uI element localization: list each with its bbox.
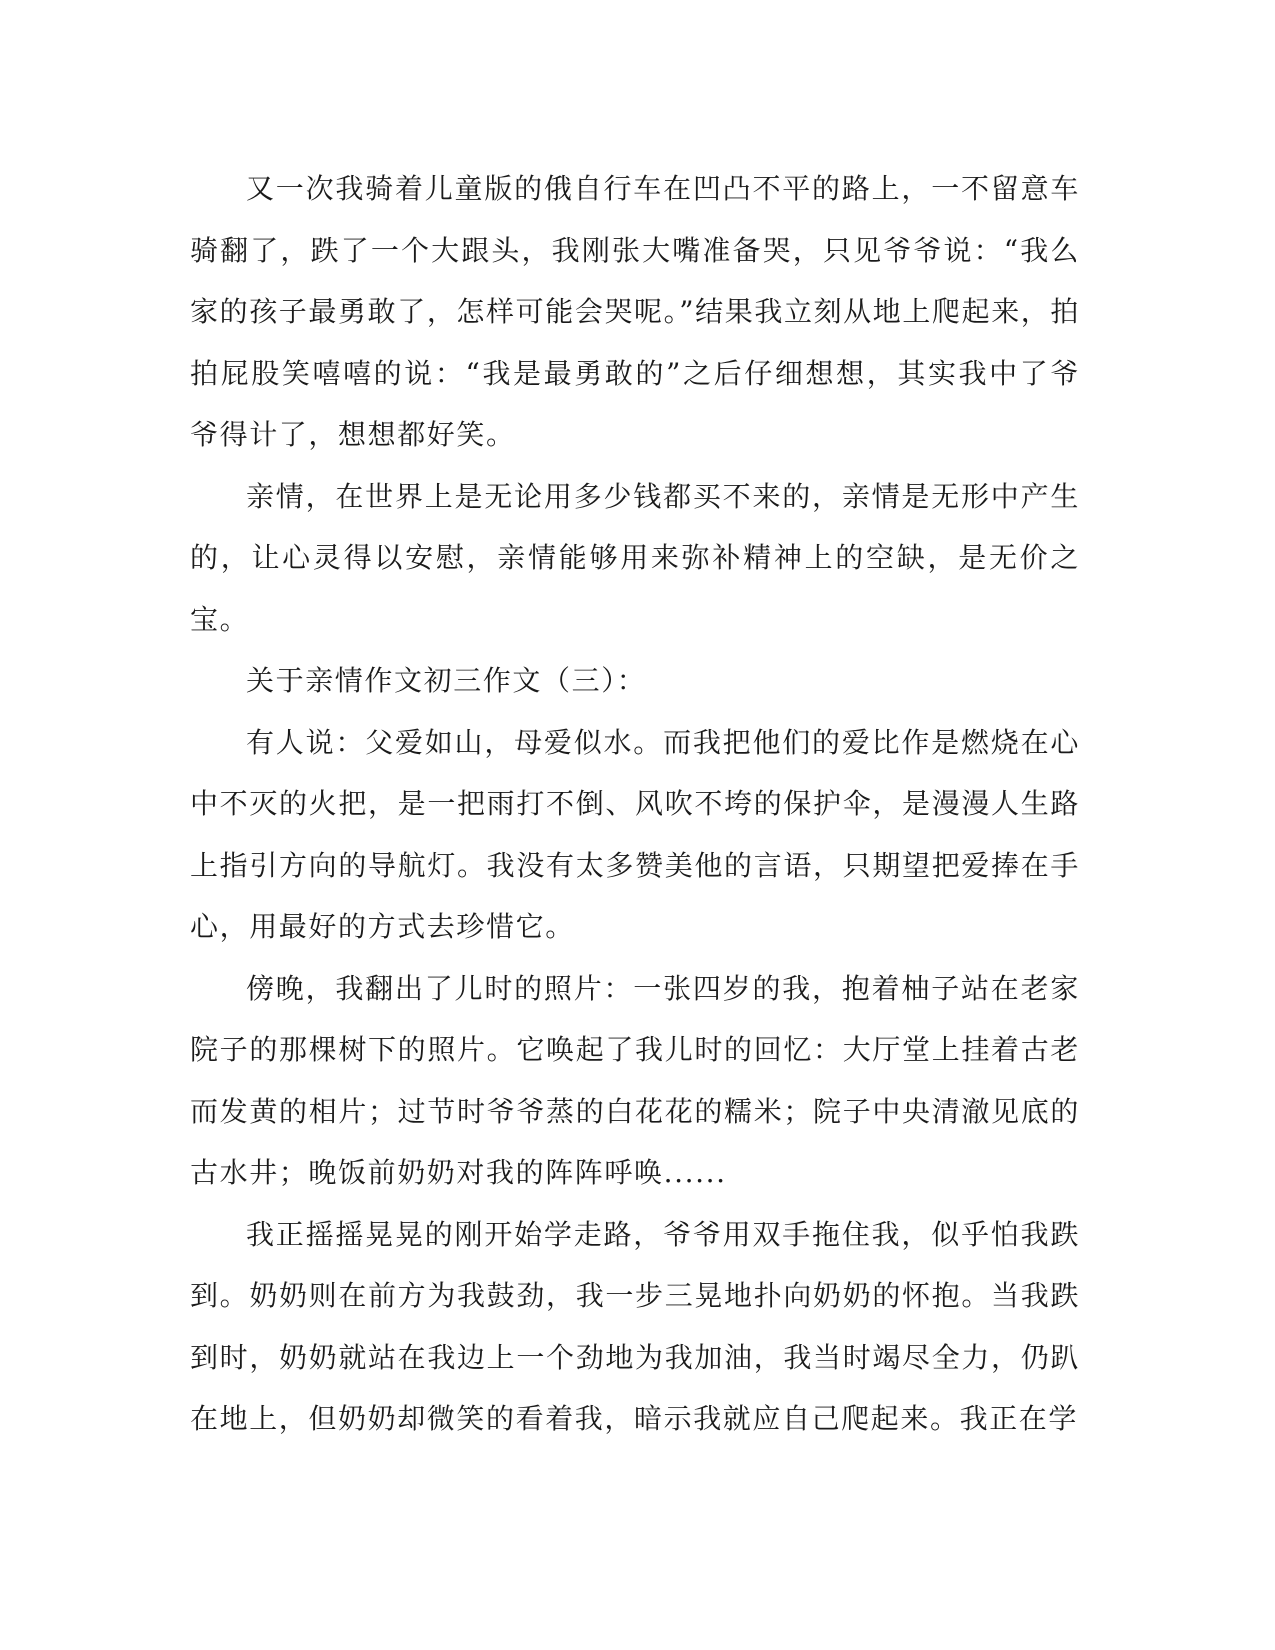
paragraph-childhood-photo: 傍晚，我翻出了儿时的照片：一张四岁的我，抱着柚子站在老家院子的那棵树下的照片。它唤起了我儿时的回忆：大厅堂上挂着古老而发黄的相片；过节时爷爷蒸的白花花的糯米；院子中央清澈见底的古水井；晚饭前奶奶对我的阵阵呼唤...... xyxy=(190,971,1080,1189)
paragraph-parents-love: 有人说：父爱如山，母爱似水。而我把他们的爱比作是燃烧在心中不灭的火把，是一把雨打不倒、风吹不垮的保护伞，是漫漫人生路上指引方向的导航灯。我没有太多赞美他的言语，只期望把爱捧在手心，用最好的方式去珍惜它。 xyxy=(190,725,1080,943)
paragraph-family-love-priceless: 亲情，在世界上是无论用多少钱都买不来的，亲情是无形中产生的，让心灵得以安慰，亲情能够用来弥补精神上的空缺，是无价之宝。 xyxy=(190,479,1080,636)
paragraph-bike-fall: 又一次我骑着儿童版的俄自行车在凹凸不平的路上，一不留意车骑翻了，跌了一个大跟头，我刚张大嘴准备哭，只见爷爷说：“我么家的孩子最勇敢了，怎样可能会哭呢。”结果我立刻从地上爬起来，拍拍屁股笑嘻嘻的说：“我是最勇敢的”之后仔细想想，其实我中了爷爷得计了，想想都好笑。 xyxy=(190,172,1080,451)
section-heading: 关于亲情作文初三作文（三）： xyxy=(246,664,647,697)
paragraph-learning-to-walk: 我正摇摇晃晃的刚开始学走路，爷爷用双手拖住我，似乎怕我跌到。奶奶则在前方为我鼓劲，我一步三晃地扑向奶奶的怀抱。当我跌到时，奶奶就站在我边上一个劲地为我加油，我当时竭尽全力，仍趴在地上，但奶奶却微笑的看着我，暗示我就应自己爬起来。我正在学 xyxy=(190,1217,1080,1435)
document-body xyxy=(190,158,1080,1450)
